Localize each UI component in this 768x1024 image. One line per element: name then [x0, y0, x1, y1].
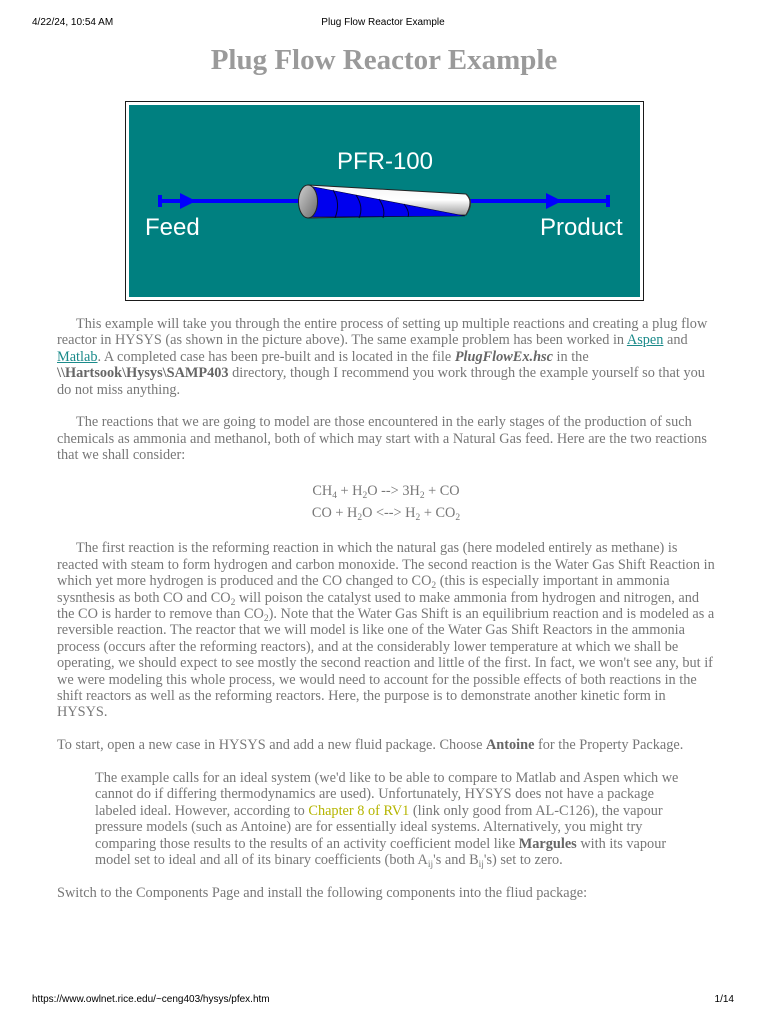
reaction-equations: [57, 480, 715, 524]
article-body: [57, 316, 715, 918]
browser-print-header: [32, 17, 734, 31]
reactions-intro-paragraph: The reactions that we are going to model are those encountered in the early stages of the production of such chemicals as ammonia and methanol, both of which may start with a Natural Gas feed. Here are the two reactions that we shall consider:: [57, 414, 707, 464]
print-page-title: Plug Flow Reactor Example: [321, 17, 445, 28]
print-datetime: 4/22/24, 10:54 AM: [32, 17, 114, 28]
browser-print-footer: [32, 994, 734, 1008]
product-label: Product: [540, 214, 623, 241]
margules-model: Margules: [518, 835, 577, 852]
reactor-label: PFR-100: [336, 148, 434, 175]
reaction-2: CO + $H_2O$ <--> $H_2 + CO_2$: [311, 505, 461, 524]
start-instructions-paragraph: To start, open a new case in HYSYS and add a new fluid package. Choose Antoine for the Property Package.: [57, 737, 684, 754]
rv1-chapter-link[interactable]: Chapter 8 of RV1: [308, 802, 410, 819]
feed-label: Feed: [145, 214, 200, 241]
ideal-system-note: The example calls for an ideal system (we'd like to be able to compare to Matlab and Aspen which we cannot do if differing thermodynamics are used). Unfortunately, HYSYS does not have a package labeled ideal. However, according to Chapter 8 of RV1 (link only good from AL-C126), the vapour pressure models (such as Antoine) are for essentially ideal systems. Alternatively, you might try comparing those results to the results of an activity coefficient model like Margules with its vapour model set to ideal and all of its binary coefficients (both $A_{ij}'s$ and $B_{ij}'s$) set to zero.: [95, 770, 679, 871]
pfr-diagram: [125, 101, 644, 301]
page-title: Plug Flow Reactor Example: [210, 44, 558, 76]
feed-stream-marker: [158, 195, 162, 207]
antoine-package: Antoine: [485, 737, 535, 754]
components-paragraph: Switch to the Components Page and install the following components into the fliud package:: [57, 884, 588, 901]
print-url: https://www.owlnet.rice.edu/~ceng403/hysys/pfex.htm: [32, 994, 270, 1005]
print-page-number: 1/14: [714, 994, 734, 1005]
case-filename: PlugFlowEx.hsc: [454, 348, 553, 365]
product-stream-marker: [606, 195, 610, 207]
intro-paragraph: This example will take you through the entire process of setting up multiple reactions and creating a plug flow reactor in HYSYS (as shown in the picture above). The same example problem has been worked in Aspen and Matlab. A completed case has been pre-built and is located in the file PlugFlowEx.hsc in the \\Hartsook\Hysys\SAMP403 directory, though I recommend you work through the example yourself so that you do not miss anything.: [57, 316, 708, 398]
reaction-1: $CH_4 + H_2O$ --> $3H_2$ + CO: [312, 483, 460, 502]
pfr-diagram-svg: [128, 104, 641, 298]
aspen-link[interactable]: Aspen: [626, 332, 664, 349]
directory-path: \\Hartsook\Hysys\SAMP403: [57, 365, 229, 382]
reactions-explanation-paragraph: The first reaction is the reforming reaction in which the natural gas (here modeled entirely as methane) is reacted with steam to form hydrogen and carbon monoxide. The second reaction is the Water Gas Shift Reaction in which yet more hydrogen is produced and the CO changed to $CO_2$ (this is especially important in ammonia sysnthesis as both CO and $CO_2$ will poison the catalyst used to make ammonia from hydrogen and nitrogen, and the CO is harder to remove than $CO_2$). Note that the Water Gas Shift is an equilibrium reaction and is modeled as a reversible reaction. The reactor that we will model is like one of the Water Gas Shift Reactors in the ammonia process (occurs after the reforming reactors), and at the considerably lower temperature at which we shall be operating, we should expect to see mostly the second reaction and little of the first. In fact, we won't see any, but if we were modeling this whole process, we would need to account for the possible effects of both reactions in the shift reactors as well as the reforming reactors. Here, the purpose is to demonstrate another kinetic form in HYSYS.: [57, 540, 715, 721]
matlab-link[interactable]: Matlab: [57, 348, 98, 365]
